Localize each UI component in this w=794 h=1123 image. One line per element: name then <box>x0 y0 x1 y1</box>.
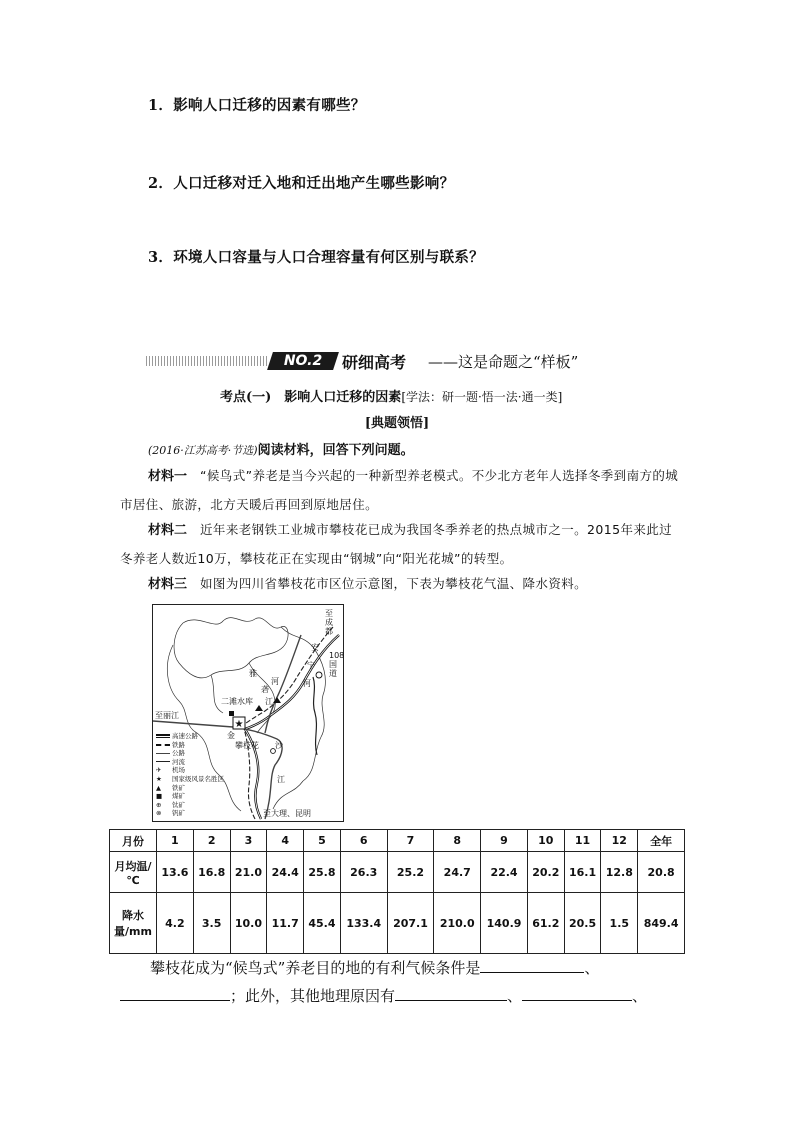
table-cell: 21.0 <box>230 852 267 893</box>
label-sha: 沙 <box>275 741 283 750</box>
table-cell: 849.4 <box>638 893 685 954</box>
label-to-chengdu: 至成都 <box>325 609 333 636</box>
scenic-star-icon: ★ <box>156 774 162 783</box>
table-cell: 11.7 <box>267 893 304 954</box>
question-2: 2．人口迁移对迁入地和迁出地产生哪些影响？ <box>148 175 455 192</box>
table-row-temperature <box>110 852 685 893</box>
separator: 、 <box>632 987 648 1005</box>
table-cell: 24.4 <box>267 852 304 893</box>
section-banner <box>146 350 650 376</box>
map-legend <box>156 732 224 818</box>
material-2 <box>120 516 680 574</box>
table-header-cell: 月份 <box>110 830 157 852</box>
label-ya: 雅 <box>249 669 257 678</box>
table-cell: 24.7 <box>434 852 481 893</box>
table-cell: 20.8 <box>638 852 685 893</box>
dianti-heading: [典题领悟] <box>364 416 430 431</box>
legend-item: 铁路 <box>156 741 218 750</box>
material-label: 材料二 <box>148 523 188 538</box>
answer-blank-3[interactable] <box>395 985 507 1001</box>
table-cell: 16.8 <box>193 852 230 893</box>
banner-stripes <box>146 356 268 366</box>
table-row-label: 月均温/℃ <box>110 852 157 893</box>
airport-icon: ✈ <box>156 766 162 775</box>
separator: 、 <box>584 959 600 977</box>
table-header-cell: 6 <box>340 830 387 852</box>
legend-item: ▲ 铁矿 <box>156 783 185 792</box>
table-cell: 25.2 <box>387 852 434 893</box>
table-header-row <box>110 830 685 852</box>
intro-text: 阅读材料，回答下列问题。 <box>257 443 414 458</box>
label-he-2: 河 <box>271 677 279 686</box>
location-map <box>152 604 344 822</box>
material-text: 如图为四川省攀枝花市区位示意图，下表为攀枝花气温、降水资料。 <box>200 576 588 591</box>
legend-item: ■ 煤矿 <box>156 792 185 801</box>
banner-title: 研细高考 <box>342 353 407 372</box>
kaodian-note: [学法：研一题·悟一法·通一类] <box>401 390 563 404</box>
table-cell: 16.1 <box>564 852 601 893</box>
banner-badge-text: NO.2 <box>283 353 323 369</box>
answer-blank-1[interactable] <box>480 957 584 973</box>
separator: 、 <box>507 987 523 1005</box>
table-header-cell: 3 <box>230 830 267 852</box>
table-header-cell: 全年 <box>638 830 685 852</box>
label-road-108: 108国道 <box>329 651 345 678</box>
table-cell: 1.5 <box>601 893 638 954</box>
table-header-cell: 11 <box>564 830 601 852</box>
answer-other-factors: ；此外，其他地理原因有 <box>230 987 396 1005</box>
label-long: 砻 <box>261 685 269 694</box>
table-header-cell: 12 <box>601 830 638 852</box>
answer-line-2 <box>120 985 680 1006</box>
table-cell: 26.3 <box>340 852 387 893</box>
table-header-cell: 7 <box>387 830 434 852</box>
titanium-mine-icon: ⊕ <box>156 800 162 809</box>
material-label: 材料三 <box>148 577 188 592</box>
legend-item: 河流 <box>156 758 218 767</box>
question-1: 1．影响人口迁移的因素有哪些？ <box>148 97 366 114</box>
label-jiang-2: 江 <box>277 775 285 784</box>
legend-item: 公路 <box>156 749 218 758</box>
answer-line-1 <box>120 957 680 978</box>
label-river-he: 河 <box>303 679 311 688</box>
label-jin: 金 <box>227 731 235 740</box>
table-cell: 45.4 <box>304 893 341 954</box>
label-ertan-reservoir: 二滩水库 <box>221 697 253 706</box>
svg-text:★: ★ <box>234 719 244 730</box>
answer-prompt: 攀枝花成为“候鸟式”养老目的地的有利气候条件是 <box>150 959 481 977</box>
table-cell: 3.5 <box>193 893 230 954</box>
label-an: 安 <box>311 643 319 652</box>
table-header-cell: 4 <box>267 830 304 852</box>
table-header-cell: 2 <box>193 830 230 852</box>
kaodian-title: 考点(一) 影响人口迁移的因素 <box>220 390 402 405</box>
label-to-dali-kunming: 至大理、昆明 <box>263 809 311 818</box>
material-text: 近年来老钢铁工业城市攀枝花已成为我国冬季养老的热点城市之一。2015年来此过冬养老人数近10万，攀枝花正在实现由“钢城”向“阳光花城”的转型。 <box>120 522 673 566</box>
material-3 <box>120 570 680 599</box>
banner-subtitle: ——这是命题之“样板” <box>428 353 579 371</box>
legend-item: ⊗ 钒矿 <box>156 809 185 818</box>
table-cell: 4.2 <box>157 893 194 954</box>
label-panzhihua: 攀枝花 <box>235 741 259 750</box>
table-header-cell: 5 <box>304 830 341 852</box>
material-text: “候鸟式”养老是当今兴起的一种新型养老模式。不少北方老年人选择冬季到南方的城市居住、旅游，北方天暖后再回到原地居住。 <box>120 468 679 512</box>
table-header-cell: 9 <box>481 830 528 852</box>
legend-item: ★ 国家级风景名胜区 <box>156 774 224 783</box>
table-cell: 140.9 <box>481 893 528 954</box>
answer-blank-2[interactable] <box>120 985 230 1001</box>
table-cell: 207.1 <box>387 893 434 954</box>
table-cell: 25.8 <box>304 852 341 893</box>
table-cell: 12.8 <box>601 852 638 893</box>
table-cell: 210.0 <box>434 893 481 954</box>
label-to-lijiang: 至丽江 <box>155 711 179 720</box>
table-cell: 20.5 <box>564 893 601 954</box>
intro-source: (2016·江苏高考·节选) <box>148 444 258 457</box>
table-header-cell: 8 <box>434 830 481 852</box>
table-cell: 22.4 <box>481 852 528 893</box>
table-header-cell: 1 <box>157 830 194 852</box>
legend-item: ✈ 机场 <box>156 766 185 775</box>
table-cell: 133.4 <box>340 893 387 954</box>
table-header-cell: 10 <box>527 830 564 852</box>
vanadium-mine-icon: ⊗ <box>156 809 162 818</box>
iron-mine-icon: ▲ <box>156 783 161 792</box>
kaodian-heading <box>220 386 562 405</box>
climate-table <box>109 829 685 954</box>
answer-blank-4[interactable] <box>522 985 632 1001</box>
intro-line <box>148 439 414 458</box>
table-row-precipitation <box>110 893 685 954</box>
table-cell: 61.2 <box>527 893 564 954</box>
table-cell: 10.0 <box>230 893 267 954</box>
question-3: 3．环境人口容量与人口合理容量有何区别与联系？ <box>148 249 484 266</box>
table-row-label: 降水量/mm <box>110 893 157 954</box>
label-ning: 宁 <box>307 661 315 670</box>
label-jiang-1: 江 <box>265 697 273 706</box>
material-1 <box>120 462 680 520</box>
legend-item: 高速公路 <box>156 732 218 741</box>
coal-mine-icon: ■ <box>156 792 163 801</box>
banner-badge <box>267 352 339 370</box>
material-label: 材料一 <box>148 469 188 484</box>
table-cell: 13.6 <box>157 852 194 893</box>
legend-item: ⊕ 钛矿 <box>156 800 185 809</box>
table-cell: 20.2 <box>527 852 564 893</box>
